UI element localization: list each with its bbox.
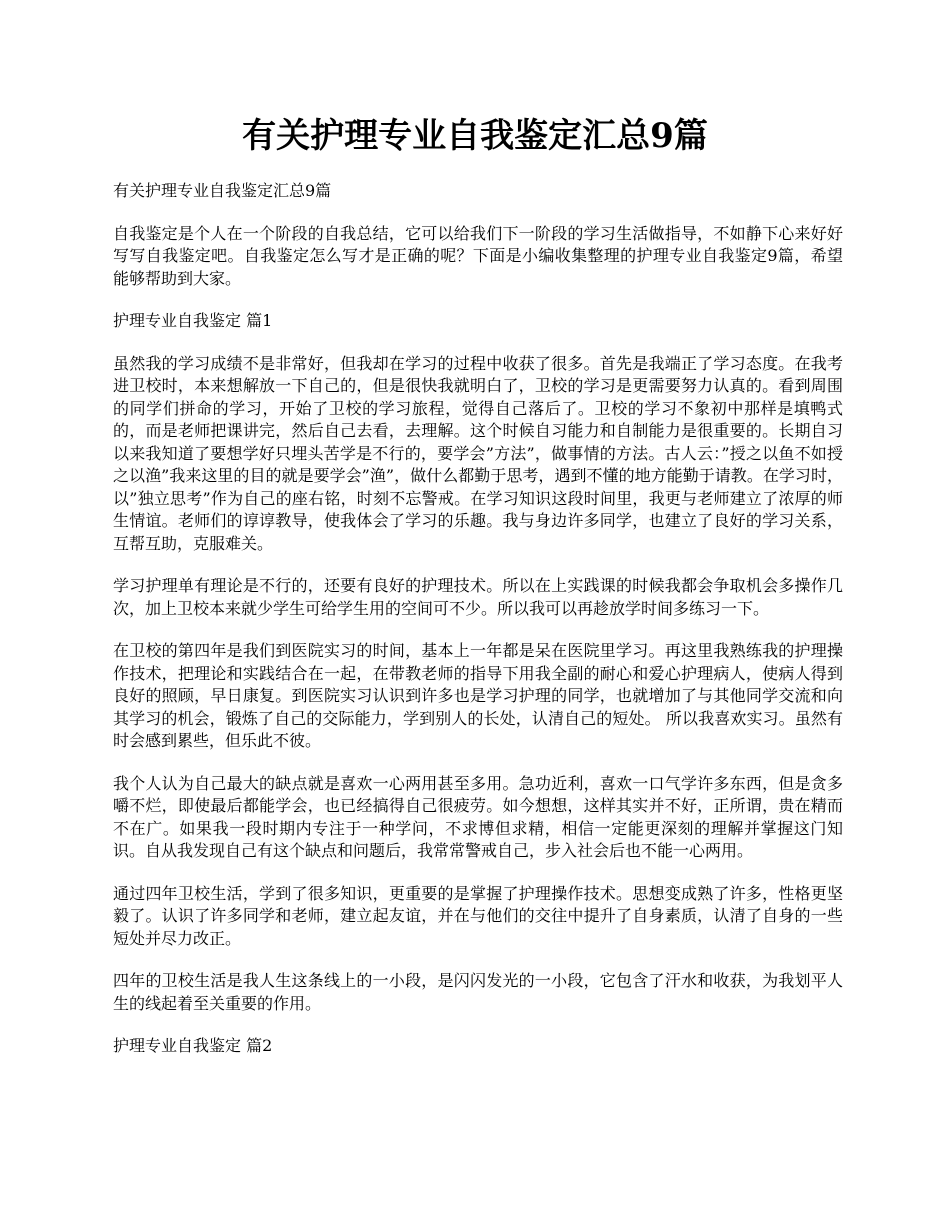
intro-paragraph: 自我鉴定是个人在一个阶段的自我总结，它可以给我们下一阶段的学习生活做指导，不如静下心来好好写写自我鉴定吧。自我鉴定怎么写才是正确的呢？下面是小编收集整理的护理专业自我鉴定9篇，希望能够帮助到大家。 — [113, 223, 843, 288]
body-paragraph: 虽然我的学习成绩不是非常好，但我却在学习的过程中收获了很多。首先是我端正了学习态度。在我考进卫校时，本来想解放一下自己的，但是很快我就明白了，卫校的学习是更需要努力认真的。看到周围的同学们拼命的学习，开始了卫校的学习旅程，觉得自己落后了。卫校的学习不象初中那样是填鸭式的，而是老师把课讲完，然后自己去看，去理解。这个时候自习能力和自制能力是很重要的。长期自习以来我知道了要想学好只埋头苦学是不行的，要学会”方法”，做事情的方法。古人云：”授之以鱼不如授之以渔”我来这里的目的就是要学会”渔”，做什么都勤于思考，遇到不懂的地方能勤于请教。在学习时，以”独立思考”作为自己的座右铭，时刻不忘警戒。在学习知识这段时间里，我更与老师建立了浓厚的师生情谊。老师们的谆谆教导，使我体会了学习的乐趣。我与身边许多同学，也建立了良好的学习关系，互帮互助，克服难关。 — [113, 353, 843, 553]
body-paragraph: 通过四年卫校生活，学到了很多知识，更重要的是掌握了护理操作技术。思想变成熟了许多，性格更坚毅了。认识了许多同学和老师，建立起友谊，并在与他们的交往中提升了自身素质，认清了自身的一些短处并尽力改正。 — [113, 883, 843, 948]
body-paragraph: 我个人认为自己最大的缺点就是喜欢一心两用甚至多用。急功近利，喜欢一口气学许多东西，但是贪多嚼不烂，即使最后都能学会，也已经搞得自己很疲劳。如今想想，这样其实并不好，正所谓，贵在精而不在广。如果我一段时期内专注于一种学问，不求博但求精，相信一定能更深刻的理解并掌握这门知识。自从我发现自己有这个缺点和问题后，我常常警戒自己，步入社会后也不能一心两用。 — [113, 773, 843, 860]
subtitle-paragraph: 有关护理专业自我鉴定汇总9篇 — [113, 181, 332, 200]
section-heading-1: 护理专业自我鉴定 篇1 — [113, 311, 273, 330]
section-heading-2: 护理专业自我鉴定 篇2 — [113, 1036, 273, 1055]
body-paragraph: 在卫校的第四年是我们到医院实习的时间，基本上一年都是呆在医院里学习。再这里我熟练我的护理操作技术，把理论和实践结合在一起，在带教老师的指导下用我全副的耐心和爱心护理病人，使病人得到良好的照顾，早日康复。到医院实习认识到许多也是学习护理的同学，也就增加了与其他同学交流和向其学习的机会，锻炼了自己的交际能力，学到别人的长处，认清自己的短处。 所以我喜欢实习。虽然有时会感到累些，但乐此不彼。 — [113, 641, 843, 750]
body-paragraph: 学习护理单有理论是不行的，还要有良好的护理技术。所以在上实践课的时候我都会争取机会多操作几次，加上卫校本来就少学生可给学生用的空间可不少。所以我可以再趁放学时间多练习一下。 — [113, 576, 843, 618]
body-paragraph: 四年的卫校生活是我人生这条线上的一小段，是闪闪发光的一小段，它包含了汗水和收获，为我划平人生的线起着至关重要的作用。 — [113, 971, 843, 1013]
document-body — [113, 180, 843, 1078]
page-title: 有关护理专业自我鉴定汇总9篇 — [242, 116, 708, 156]
